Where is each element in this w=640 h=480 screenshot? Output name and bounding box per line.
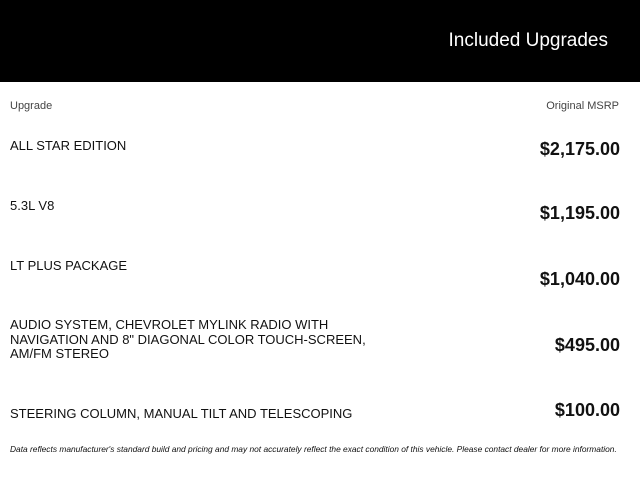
upgrade-name: LT PLUS PACKAGE <box>10 258 128 273</box>
upgrade-price: $100.00 <box>554 400 620 420</box>
upgrade-name: AUDIO SYSTEM, CHEVROLET MYLINK RADIO WITH NAVIGATION AND 8" DIAGONAL COLOR TOUCH-SCREEN, AM/FM STEREO <box>10 317 366 361</box>
upgrade-price: $495.00 <box>554 335 620 355</box>
upgrade-name: ALL STAR EDITION <box>10 138 127 153</box>
upgrade-name: 5.3L V8 <box>10 198 55 213</box>
upgrade-name: STEERING COLUMN, MANUAL TILT AND TELESCOPING <box>10 406 353 421</box>
upgrade-price: $1,040.00 <box>539 269 620 289</box>
page-title: Included Upgrades <box>448 30 608 51</box>
column-header-msrp: Original MSRP <box>546 100 619 112</box>
column-header-upgrade: Upgrade <box>10 100 53 112</box>
header-bar <box>0 0 640 82</box>
disclaimer-text: Data reflects manufacturer's standard build and pricing and may not accurately reflect the exact condition of this vehicle. Please contact dealer for more information. <box>10 444 617 454</box>
upgrade-price: $1,195.00 <box>539 203 620 223</box>
upgrade-price: $2,175.00 <box>539 139 620 159</box>
